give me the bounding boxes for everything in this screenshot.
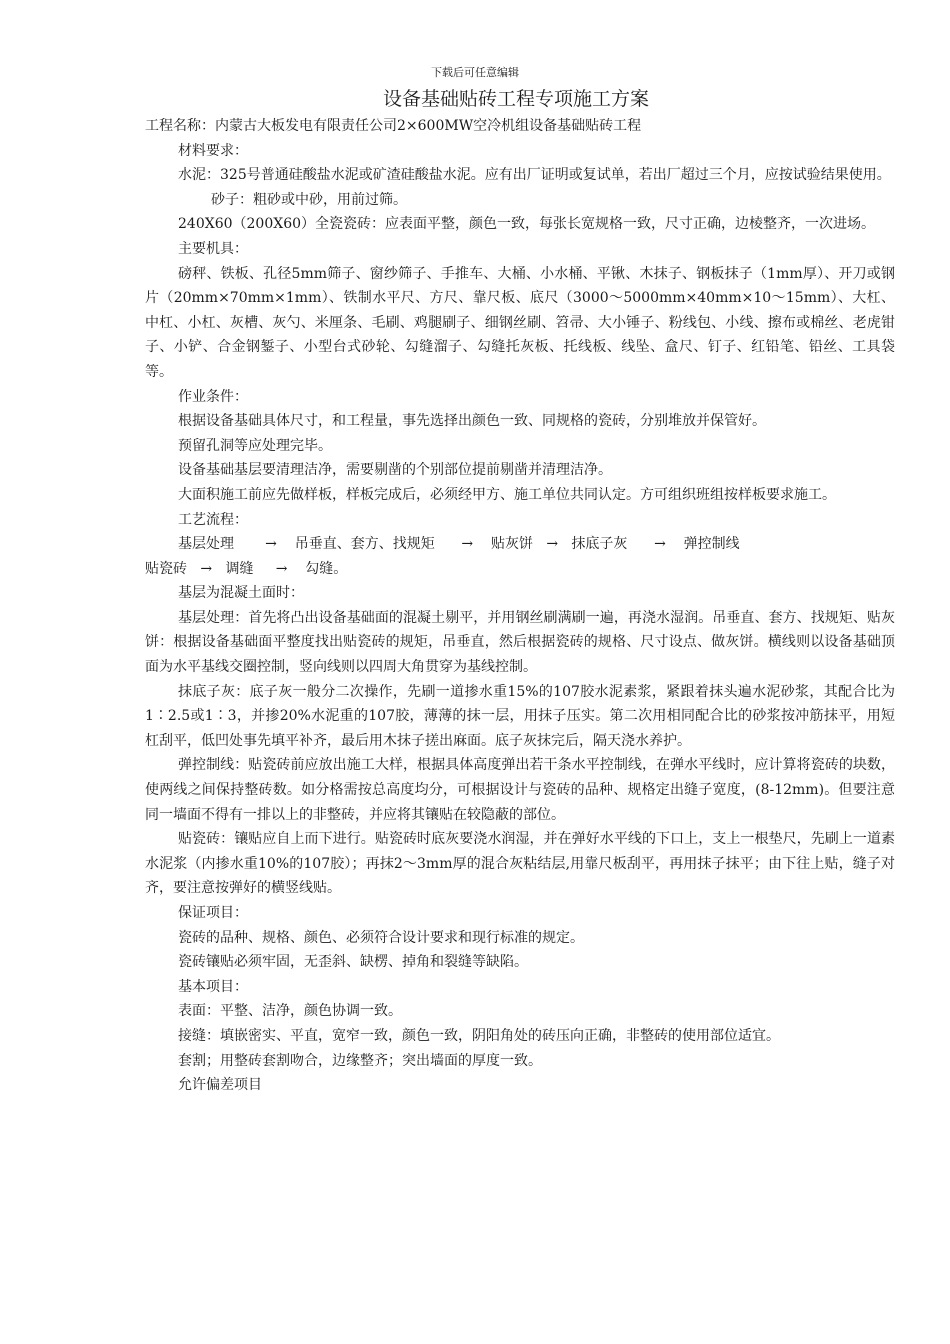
paragraph: 瓷砖镶贴必须牢固，无歪斜、缺楞、掉角和裂缝等缺陷。 xyxy=(178,954,528,971)
paragraph: 基层为混凝土面时： xyxy=(178,585,304,602)
paragraph: 基层处理：首先将凸出设备基础面的混凝土剔平，并用钢丝刷满刷一遍，再浇水湿润。吊垂直、套方、找规矩、贴灰饼：根据设备基础面平整度找出贴瓷砖的规矩，吊垂直，然后根据瓷砖的规格、尺寸设点、做灰饼。横线则以设备基础顶面为水平基线交圈控制，竖向线则以四周大角贯穿为基线控制。 xyxy=(145,609,895,676)
process-flow-line-1 xyxy=(145,532,895,557)
paragraph: 工程名称：内蒙古大板发电有限责任公司2×600MW空冷机组设备基础贴砖工程 xyxy=(145,118,642,134)
flow-arrow: → xyxy=(461,536,474,553)
flow-arrow: → xyxy=(654,536,666,553)
paragraph: 砂子：粗砂或中砂，用前过筛。 xyxy=(211,191,407,208)
document-body xyxy=(145,114,895,1098)
paragraph: 工艺流程： xyxy=(178,511,248,528)
paragraph: 保证项目： xyxy=(178,905,248,921)
paragraph: 水泥：325号普通硅酸盐水泥或矿渣硅酸盐水泥。应有出厂证明或复试单，若出厂超过三个月，应按试验结果使用。 xyxy=(178,167,891,184)
flow-arrow: → xyxy=(200,560,213,577)
paragraph: 设备基础基层要清理洁净，需要剔凿的个别部位提前剔凿并清理洁净。 xyxy=(178,462,612,479)
paragraph: 240X60（200X60）全瓷瓷砖：应表面平整，颜色一致，每张长宽规格一致，尺寸正确，边棱整齐，一次进场。 xyxy=(178,216,876,233)
flow-step: 基层处理 xyxy=(178,536,234,553)
flow-step: 调缝 xyxy=(225,560,254,577)
flow-step: 勾缝。 xyxy=(305,560,348,577)
paragraph: 允许偏差项目 xyxy=(178,1077,262,1094)
section-main xyxy=(145,114,895,532)
paragraph: 材料要求： xyxy=(178,142,248,159)
flow-step: 贴灰饼 xyxy=(490,536,533,553)
paragraph: 作业条件： xyxy=(178,388,248,405)
document-title: 设备基础贴砖工程专项施工方案 xyxy=(382,88,649,110)
flow-step: 抹底子灰 xyxy=(571,536,628,553)
paragraph: 磅秤、铁板、孔径5mm筛子、窗纱筛子、手推车、大桶、小水桶、平锹、木抹子、钢板抹子（1mm厚）、开刀或钢片（20mm×70mm×1mm）、铁制水平尺、方尺、靠尺板、底尺（3000～5000mm×40mm×10～15mm）、大杠、中杠、小杠、灰槽、灰勺、米厘条、毛刷、鸡腿刷子、细钢丝刷、笤帚、大小锤子、粉线包、小线、擦布或棉丝、老虎钳子、小铲、合金钢錾子、小型台式砂轮、勾缝溜子、勾缝托灰板、托线板、线坠、盒尺、钉子、红铅笔、铅丝、工具袋等。 xyxy=(145,265,895,380)
paragraph: 表面：平整、洁净，颜色协调一致。 xyxy=(178,1003,402,1020)
flow-arrow: → xyxy=(265,536,277,553)
paragraph: 接缝：填嵌密实、平直，宽窄一致，颜色一致，阴阳角处的砖压向正确，非整砖的使用部位适宜。 xyxy=(178,1027,780,1044)
section-procedure xyxy=(145,581,895,1097)
paragraph: 根据设备基础具体尺寸，和工程量，事先选择出颜色一致、同规格的瓷砖，分别堆放并保管好。 xyxy=(178,413,766,430)
paragraph: 主要机具： xyxy=(178,240,248,257)
header-note: 下载后可任意编辑 xyxy=(431,66,519,79)
paragraph: 基本项目： xyxy=(178,978,248,995)
process-flow-line-2 xyxy=(145,557,895,582)
flow-step: 弹控制线 xyxy=(683,536,740,553)
paragraph: 预留孔洞等应处理完毕。 xyxy=(178,437,332,454)
paragraph: 瓷砖的品种、规格、颜色、必须符合设计要求和现行标准的规定。 xyxy=(178,929,584,946)
paragraph: 大面积施工前应先做样板，样板完成后，必须经甲方、施工单位共同认定。方可组织班组按样板要求施工。 xyxy=(178,486,836,503)
flow-arrow: → xyxy=(275,560,288,577)
flow-arrow: → xyxy=(546,536,559,553)
paragraph: 套割；用整砖套割吻合，边缘整齐；突出墙面的厚度一致。 xyxy=(178,1052,542,1069)
paragraph: 抹底子灰：底子灰一般分二次操作，先刷一道掺水重15%的107胶水泥素浆，紧跟着抹头遍水泥砂浆，其配合比为1∶2.5或1∶3，并掺20%水泥重的107胶，薄薄的抹一层，用抹子压实。第二次用相同配合比的砂浆按冲筋抹平，用短杠刮平，低凹处事先填平补齐，最后用木抹子搓出麻面。底子灰抹完后，隔天浇水养护。 xyxy=(145,683,895,749)
flow-step: 贴瓷砖 xyxy=(145,560,187,577)
flow-step: 吊垂直、套方、找规矩 xyxy=(294,536,435,553)
paragraph: 贴瓷砖：镶贴应自上而下进行。贴瓷砖时底灰要浇水润湿，并在弹好水平线的下口上，支上一根垫尺，先刷上一道素水泥浆（内掺水重10%的107胶）；再抹2～3mm厚的混合灰粘结层,用靠尺板刮平，再用抹子抹平；由下往上贴，缝子对齐，要注意按弹好的横竖线贴。 xyxy=(145,831,895,897)
paragraph: 弹控制线：贴瓷砖前应放出施工大样，根据具体高度弹出若干条水平控制线，在弹水平线时，应计算将瓷砖的块数，使两线之间保持整砖数。如分格需按总高度均分，可根据设计与瓷砖的品种、规格定出缝子宽度，(8-12mm)。但要注意同一墙面不得有一排以上的非整砖，并应将其镶贴在较隐蔽的部位。 xyxy=(145,757,895,823)
